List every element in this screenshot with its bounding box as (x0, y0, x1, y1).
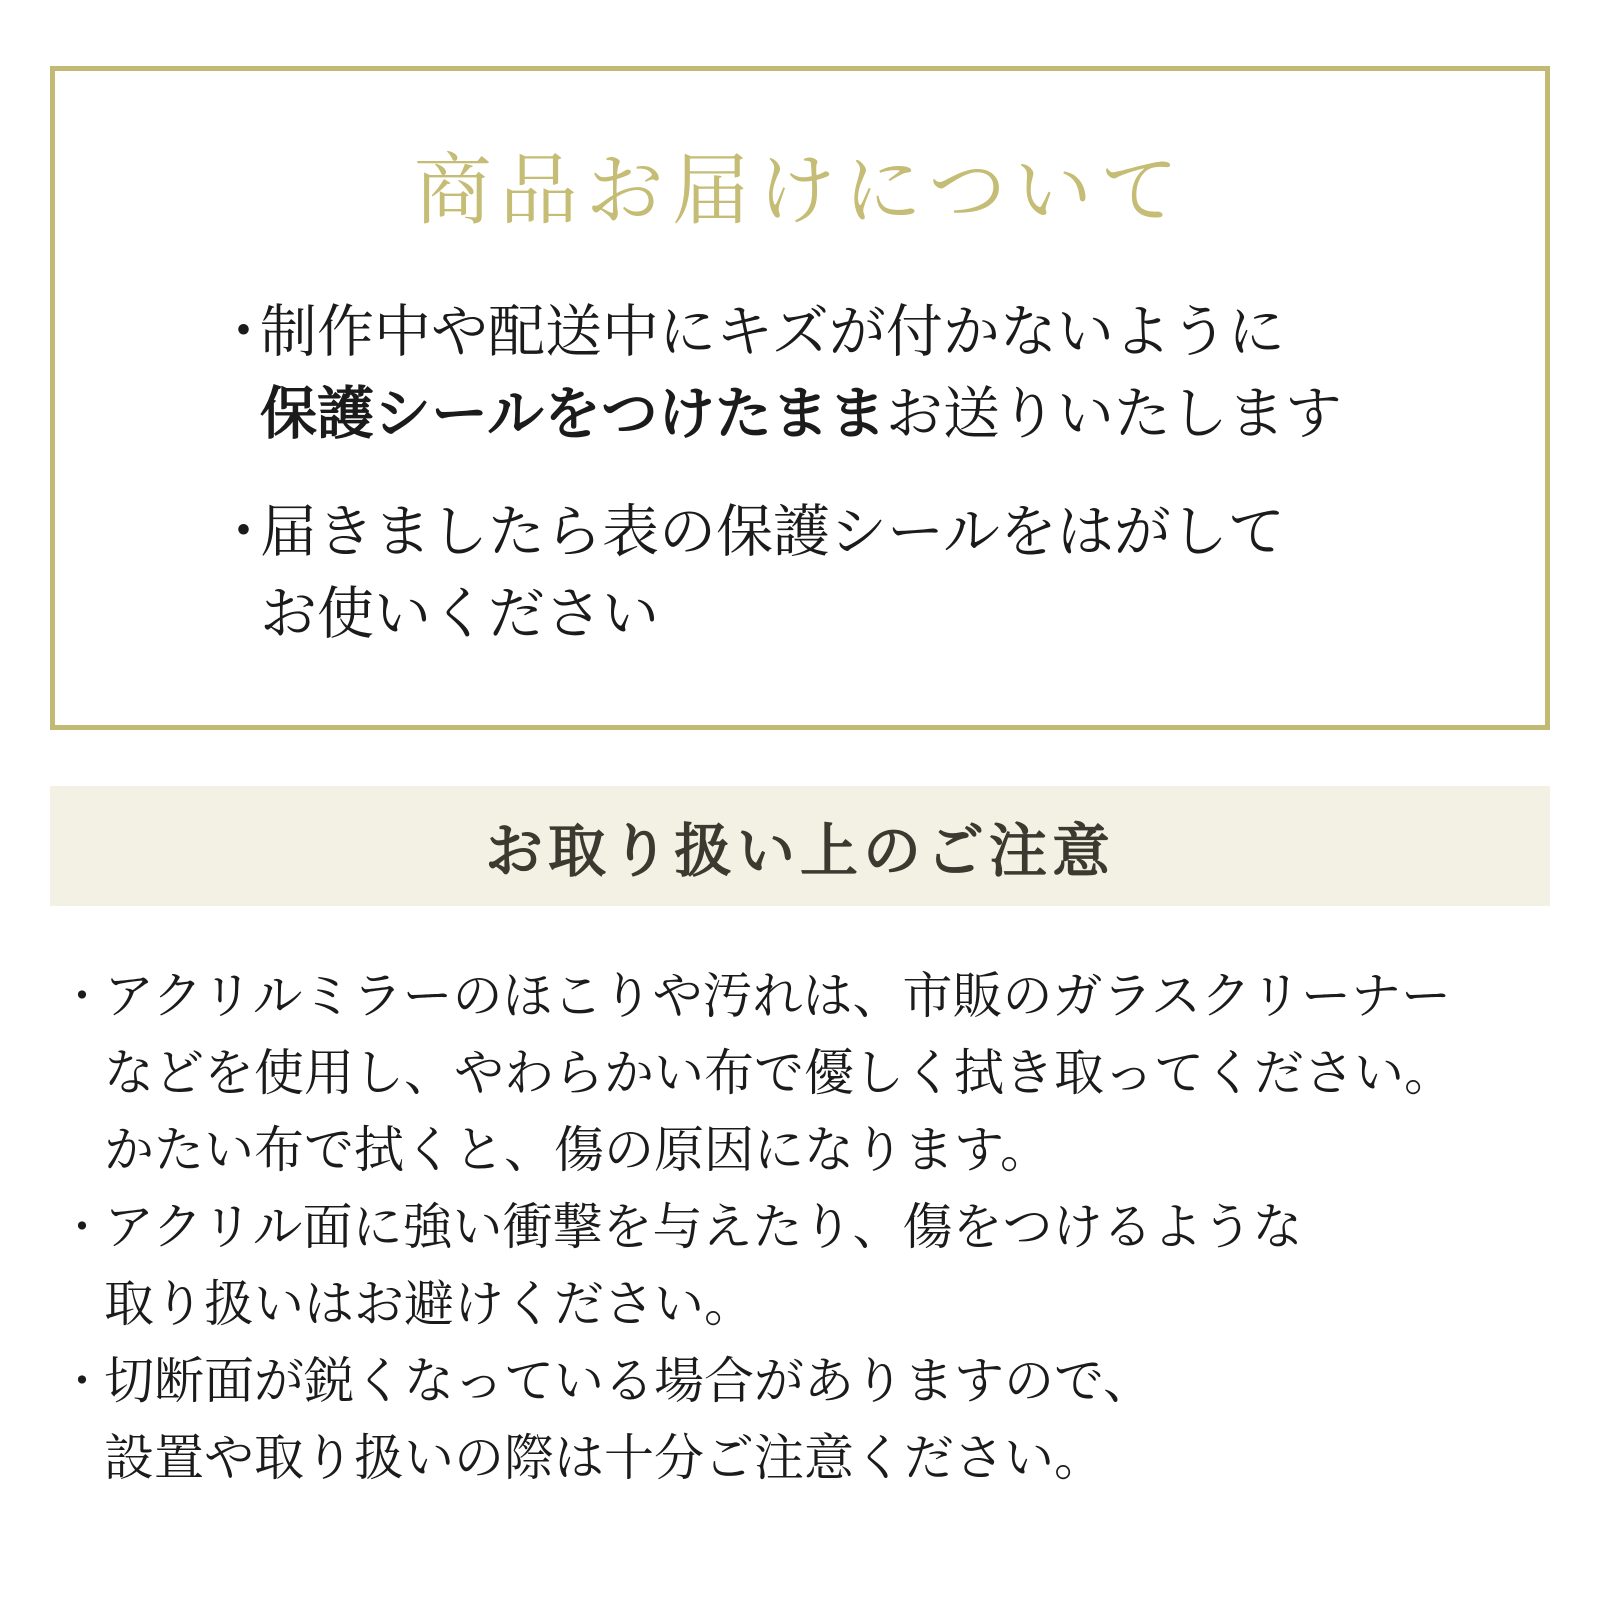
caution-item-line: 切断面が鋭くなっている場合がありますので、 (104, 1352, 1153, 1410)
bullet-dot: ・ (60, 1356, 104, 1407)
bold-phrase-protective-seal: 保護シールをつけたまま (260, 380, 886, 447)
caution-item-impact (60, 1189, 1545, 1343)
bullet-dot: ・ (60, 1202, 104, 1253)
caution-item-line: などを使用し、やわらかい布で優しく拭き取ってください。 (104, 1044, 1454, 1102)
delivery-item-line-rest: お送りいたします (885, 380, 1342, 447)
caution-item-sharp-edges (60, 1343, 1545, 1497)
delivery-item-line: 制作中や配送中にキズが付かないように (260, 298, 1285, 365)
delivery-item-protective-seal (55, 291, 1545, 455)
caution-item-line: アクリル面に強い衝撃を与えたり、傷をつけるような (104, 1198, 1303, 1256)
caution-list (0, 958, 1600, 1497)
bullet-dot: ・ (215, 498, 272, 565)
caution-item-line: 設置や取り扱いの際は十分ご注意ください。 (104, 1429, 1104, 1487)
delivery-title: 商品お届けについて (413, 146, 1187, 236)
delivery-item-line: お使いください (260, 580, 659, 647)
caution-item-line: かたい布で拭くと、傷の原因になります。 (104, 1121, 1050, 1179)
bullet-dot: ・ (60, 971, 104, 1022)
delivery-item-line (260, 373, 1485, 455)
delivery-info-box (50, 66, 1550, 730)
caution-item-cleaning (60, 958, 1545, 1189)
caution-item-line: 取り扱いはお避けください。 (104, 1275, 754, 1333)
caution-banner (50, 786, 1550, 906)
delivery-item-line: 届きましたら表の保護シールをはがして (260, 498, 1285, 565)
caution-banner-title: お取り扱い上のご注意 (484, 817, 1115, 885)
caution-item-line: アクリルミラーのほこりや汚れは、市販のガラスクリーナー (104, 967, 1451, 1025)
delivery-item-peel-seal (55, 491, 1545, 655)
delivery-items (55, 291, 1545, 655)
bullet-dot: ・ (215, 298, 272, 365)
